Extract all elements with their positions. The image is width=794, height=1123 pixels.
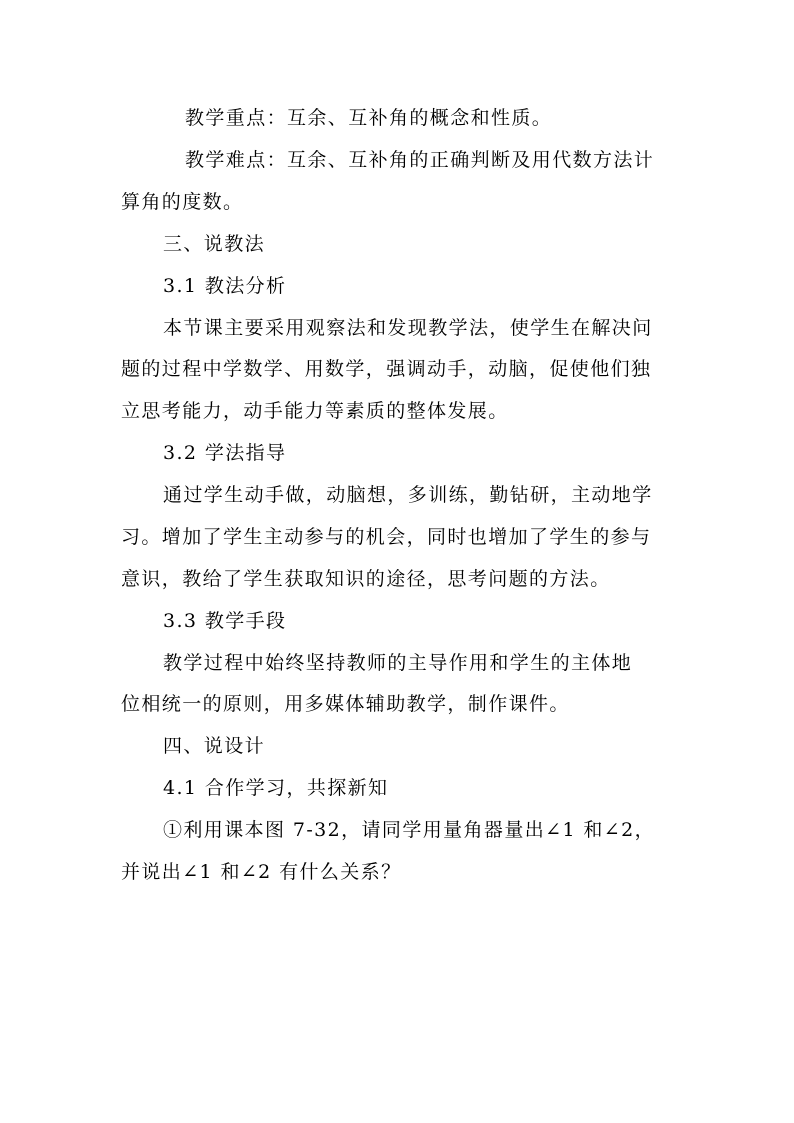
paragraph-line: 教学过程中始终坚持教师的主导作用和学生的主体地 xyxy=(163,652,633,674)
paragraph-line: 位相统一的原则，用多媒体辅助教学，制作课件。 xyxy=(121,693,570,715)
section-heading-design: 四、说设计 xyxy=(163,735,266,757)
subsection-heading-3-1: 3.1 教法分析 xyxy=(163,275,287,297)
paragraph-line: 题的过程中学数学、用数学，强调动手，动脑，促使他们独 xyxy=(121,358,652,380)
subsection-heading-3-3: 3.3 教学手段 xyxy=(163,610,287,632)
paragraph-line: 通过学生动手做，动脑想，多训练，勤钻研，主动地学 xyxy=(163,484,653,506)
text-line-key-points: 教学重点：互余、互补角的概念和性质。 xyxy=(185,107,553,129)
subsection-heading-4-1: 4.1 合作学习，共探新知 xyxy=(163,777,389,799)
paragraph-line: 习。增加了学生主动参与的机会，同时也增加了学生的参与 xyxy=(121,526,652,548)
paragraph-line: 并说出∠1 和∠2 有什么关系？ xyxy=(121,861,402,883)
section-heading-teaching-method: 三、说教法 xyxy=(163,233,266,255)
paragraph-line: 意识，教给了学生获取知识的途径，思考问题的方法。 xyxy=(121,568,611,590)
text-line-continuation: 算角的度数。 xyxy=(121,191,244,213)
subsection-heading-3-2: 3.2 学法指导 xyxy=(163,442,287,464)
paragraph-line: ①利用课本图 7-32，请同学用量角器量出∠1 和∠2， xyxy=(163,819,655,841)
paragraph-line: 本节课主要采用观察法和发现教学法，使学生在解决问 xyxy=(163,317,653,339)
text-line-difficult-points: 教学难点：互余、互补角的正确判断及用代数方法计 xyxy=(185,149,655,171)
paragraph-line: 立思考能力，动手能力等素质的整体发展。 xyxy=(121,400,509,422)
